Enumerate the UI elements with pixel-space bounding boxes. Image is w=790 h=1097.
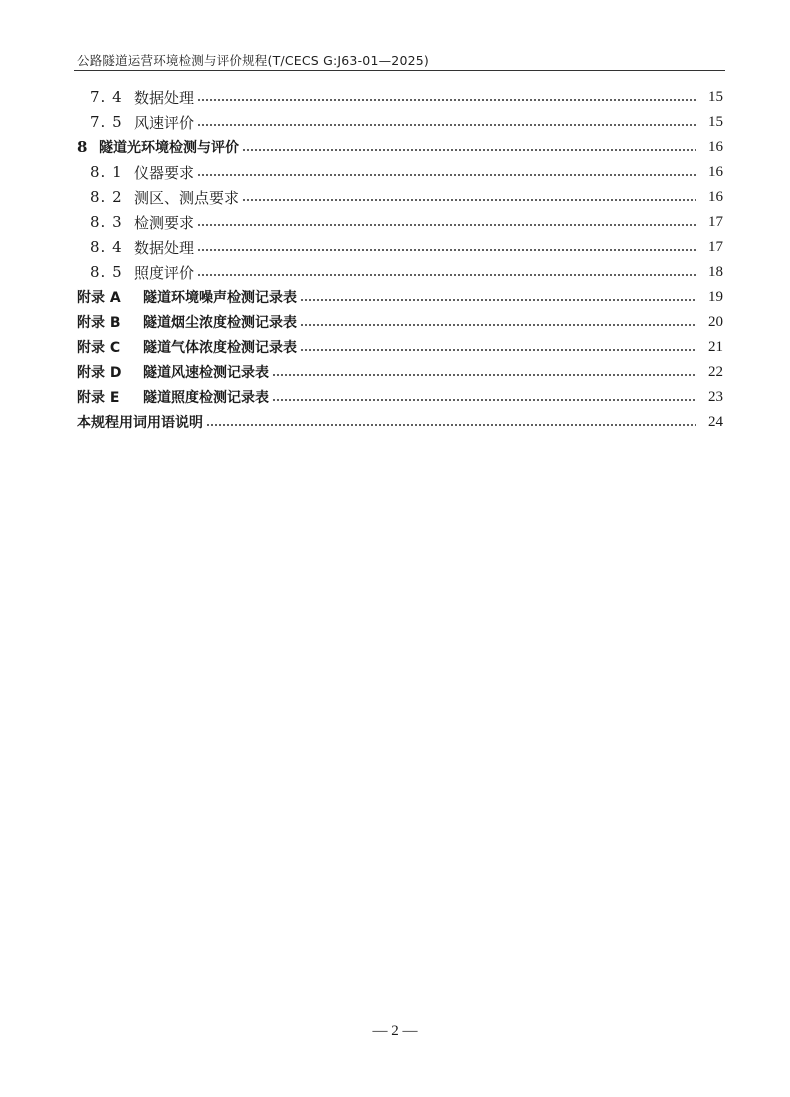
toc-entry-page: 16 [708, 138, 723, 155]
toc-entry-title: 数据处理 [134, 238, 195, 257]
toc-entry-number: 8. 1 [90, 163, 123, 181]
toc-entry-title: 照度评价 [134, 263, 195, 282]
dot-leader [206, 424, 696, 426]
toc-entry-page: 16 [708, 163, 723, 180]
dot-leader [242, 149, 696, 151]
toc-entry-page: 17 [708, 213, 723, 230]
toc-entry[interactable] [90, 236, 723, 258]
toc-entry-number: 附录 E [77, 390, 120, 406]
toc-entry-number: 附录 D [77, 365, 122, 381]
toc-entry-title: 本规程用词用语说明 [77, 415, 203, 431]
dot-leader [197, 274, 696, 276]
toc-entry[interactable] [90, 86, 723, 108]
toc-entry-number: 7. 5 [90, 113, 123, 131]
dot-leader [197, 124, 696, 126]
toc-entry-title: 风速评价 [134, 113, 195, 132]
dot-leader [242, 199, 696, 201]
toc-entry-number: 8. 5 [90, 263, 123, 281]
toc-entry-number: 8. 3 [90, 213, 123, 231]
toc-entry-page: 22 [708, 363, 723, 380]
toc-entry[interactable] [90, 211, 723, 233]
toc-entry[interactable] [90, 186, 723, 208]
toc-entry-page: 15 [708, 88, 723, 105]
dot-leader [300, 349, 696, 351]
toc-entry-page: 19 [708, 288, 723, 305]
toc-entry-page: 24 [708, 413, 723, 430]
toc-entry[interactable] [90, 261, 723, 283]
toc-entry-number: 8 [77, 138, 88, 156]
dot-leader [300, 299, 696, 301]
dot-leader [197, 99, 696, 101]
toc-entry-number: 附录 C [77, 340, 121, 356]
dot-leader [272, 374, 696, 376]
toc-terms-entry[interactable] [77, 411, 723, 433]
page-header: 公路隧道运营环境检测与评价规程(T/CECS G:J63-01—2025) [77, 53, 429, 68]
toc-entry-title: 隧道照度检测记录表 [143, 390, 269, 406]
dot-leader [300, 324, 696, 326]
toc-entry-title: 隧道环境噪声检测记录表 [143, 290, 297, 306]
toc-entry-number: 附录 B [77, 315, 121, 331]
toc-appendix-entry[interactable] [77, 336, 723, 358]
toc-entry-title: 检测要求 [134, 213, 195, 232]
toc-entry-title: 仪器要求 [134, 163, 195, 182]
toc-entry-number: 8. 4 [90, 238, 123, 256]
toc-entry-title: 隧道气体浓度检测记录表 [143, 340, 297, 356]
toc-entry-number: 7. 4 [90, 88, 123, 106]
toc-appendix-entry[interactable] [77, 311, 723, 333]
toc-entry-page: 21 [708, 338, 723, 355]
toc-entry-page: 20 [708, 313, 723, 330]
toc-entry-page: 17 [708, 238, 723, 255]
toc-entry-title: 测区、测点要求 [134, 188, 240, 207]
toc-appendix-entry[interactable] [77, 386, 723, 408]
dot-leader [197, 224, 696, 226]
toc-appendix-entry[interactable] [77, 361, 723, 383]
toc-entry-number: 附录 A [77, 290, 121, 306]
toc-entry-page: 16 [708, 188, 723, 205]
toc-entry-page: 23 [708, 388, 723, 405]
toc-appendix-entry[interactable] [77, 286, 723, 308]
toc-entry[interactable] [90, 111, 723, 133]
header-rule [74, 70, 725, 71]
toc-entry-title: 隧道光环境检测与评价 [99, 140, 239, 156]
dot-leader [272, 399, 696, 401]
toc-entry-title: 数据处理 [134, 88, 195, 107]
toc-entry-title: 隧道烟尘浓度检测记录表 [143, 315, 297, 331]
page-number: — 2 — [372, 1023, 418, 1039]
dot-leader [197, 249, 696, 251]
dot-leader [197, 174, 696, 176]
toc-entry-page: 18 [708, 263, 723, 280]
toc-entry[interactable] [90, 161, 723, 183]
toc-entry-page: 15 [708, 113, 723, 130]
toc-chapter-entry[interactable] [77, 136, 723, 158]
toc-entry-number: 8. 2 [90, 188, 123, 206]
toc-entry-title: 隧道风速检测记录表 [143, 365, 269, 381]
